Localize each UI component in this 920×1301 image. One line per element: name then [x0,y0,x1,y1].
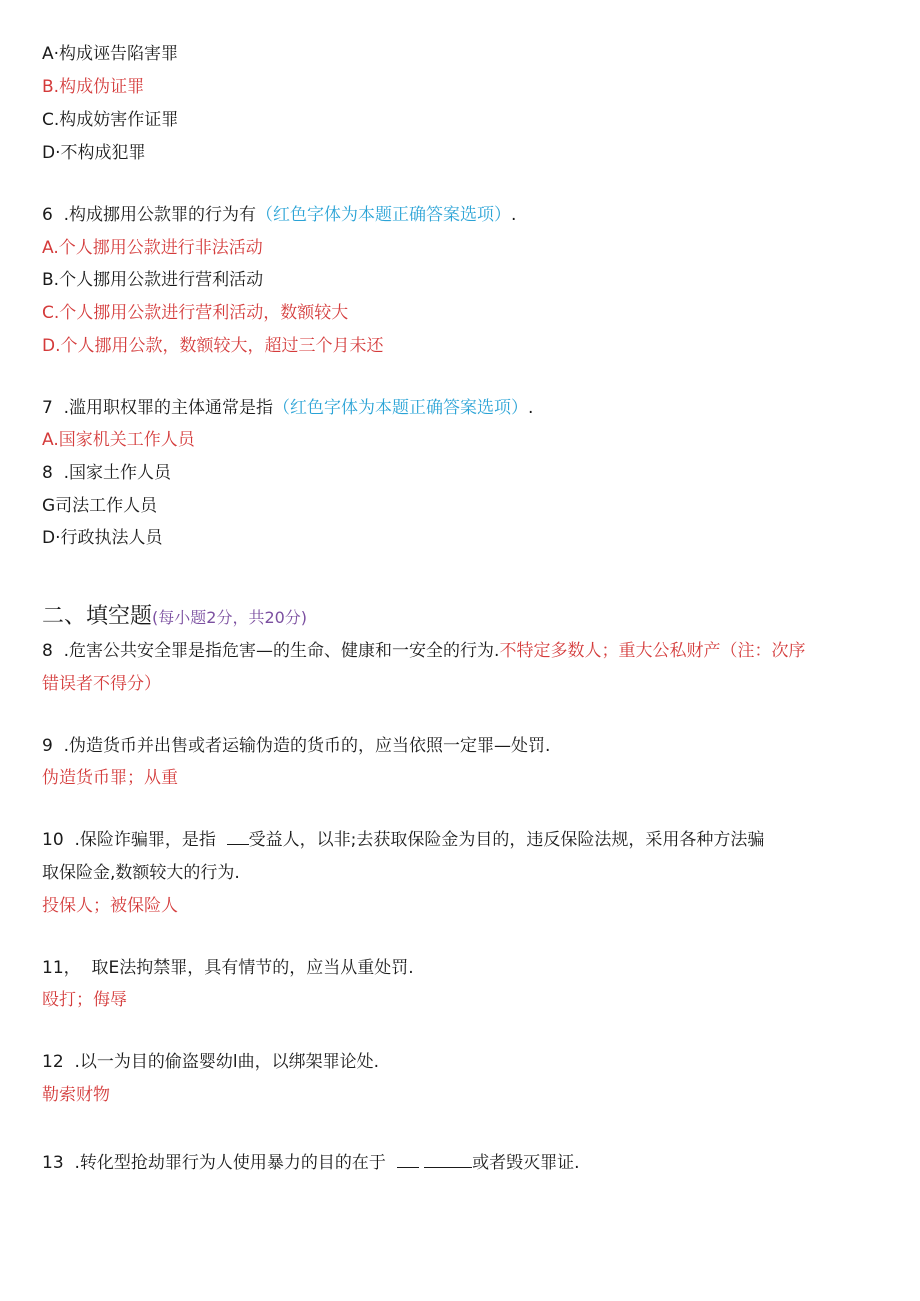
q7-end: . [528,398,534,418]
fill-8-number: 8 [42,641,53,661]
q6-hint: （红色字体为本题正确答案选项） [256,205,512,225]
q7-hint: （红色字体为本题正确答案选项） [273,398,529,418]
section-2-title: 二、填空题 [42,604,153,629]
fill-11-answer: 殴打；侮辱 [42,990,127,1010]
fill-10-text-a: .保险诈骗罪，是指 [74,830,216,850]
q5-option-b-correct: B.构成伪证罪 [42,77,145,97]
q6-end: . [511,205,517,225]
fill-12-number: 12 [42,1052,64,1072]
q7-option-b-number: 8 [42,463,53,483]
fill-13-question [42,1151,579,1175]
fill-11-number: 11， [42,958,81,978]
fill-13-text-a: .转化型抢劫罪行为人使用暴力的目的在于 [74,1153,386,1173]
fill-13-text-b: 或者毁灭罪证. [472,1153,580,1173]
q7-option-d: D·行政执法人员 [42,528,163,548]
fill-9-number: 9 [42,736,53,756]
fill-9-question [42,734,550,758]
fill-12-question [42,1050,379,1074]
q5-option-d: D·不构成犯罪 [42,143,146,163]
fill-12-text: .以一为目的偷盗婴幼l曲，以绑架罪论处. [74,1052,379,1072]
q7-option-a-correct: A.国家机关工作人员 [42,430,195,450]
q6-option-c-correct: C.个人挪用公款进行营利活动，数额较大 [42,303,349,323]
fill-8-answer: 不特定多数人；重大公私财产（注：次序 [499,641,806,661]
fill-13-number: 13 [42,1153,64,1173]
q6-option-d-correct: D.个人挪用公款，数额较大，超过三个月未还 [42,336,384,356]
section-2-heading [42,602,307,633]
q6-text: .构成挪用公款罪的行为有 [63,205,257,225]
q7-option-b [42,461,171,485]
q7-option-b-text: .国家土作人员 [63,463,172,483]
q6-question [42,203,516,227]
fill-8-question [42,639,805,663]
fill-10-answer: 投保人；被保险人 [42,896,178,916]
fill-9-answer: 伪造货币罪；从重 [42,768,178,788]
q6-number: 6 [42,205,53,225]
fill-10-text-line2: 取保险金,数额较大的行为. [42,863,240,883]
q6-option-b: B.个人挪用公款进行营利活动 [42,270,264,290]
fill-10-text-b: 受益人，以非;去获取保险金为目的，违反保险法规，采用各种方法骗 [248,830,765,850]
fill-13-blank-1 [397,1151,419,1168]
fill-11-question [42,956,414,980]
fill-8-answer-continued: 错误者不得分） [42,674,161,694]
q7-option-c: G司法工作人员 [42,496,158,516]
fill-10-blank [227,828,249,845]
section-2-note: (每小题2分，共20分) [152,608,308,627]
q5-option-c: C.构成妨害作证罪 [42,110,179,130]
fill-12-answer: 勒索财物 [42,1085,110,1105]
q7-number: 7 [42,398,53,418]
fill-13-blank-2 [424,1151,472,1168]
fill-8-text: .危害公共安全罪是指危害—的生命、健康和一安全的行为. [63,641,500,661]
fill-11-text: 取E法拘禁罪，具有情节的，应当从重处罚. [91,958,414,978]
fill-9-text: .伪造货币并出售或者运输伪造的货币的，应当依照一定罪—处罚. [63,736,551,756]
q7-text: .滥用职权罪的主体通常是指 [63,398,274,418]
fill-10-question [42,828,764,852]
fill-10-number: 10 [42,830,64,850]
q7-question [42,396,533,420]
q6-option-a-correct: A.个人挪用公款进行非法活动 [42,238,263,258]
q5-option-a: A·构成诬告陷害罪 [42,44,179,64]
